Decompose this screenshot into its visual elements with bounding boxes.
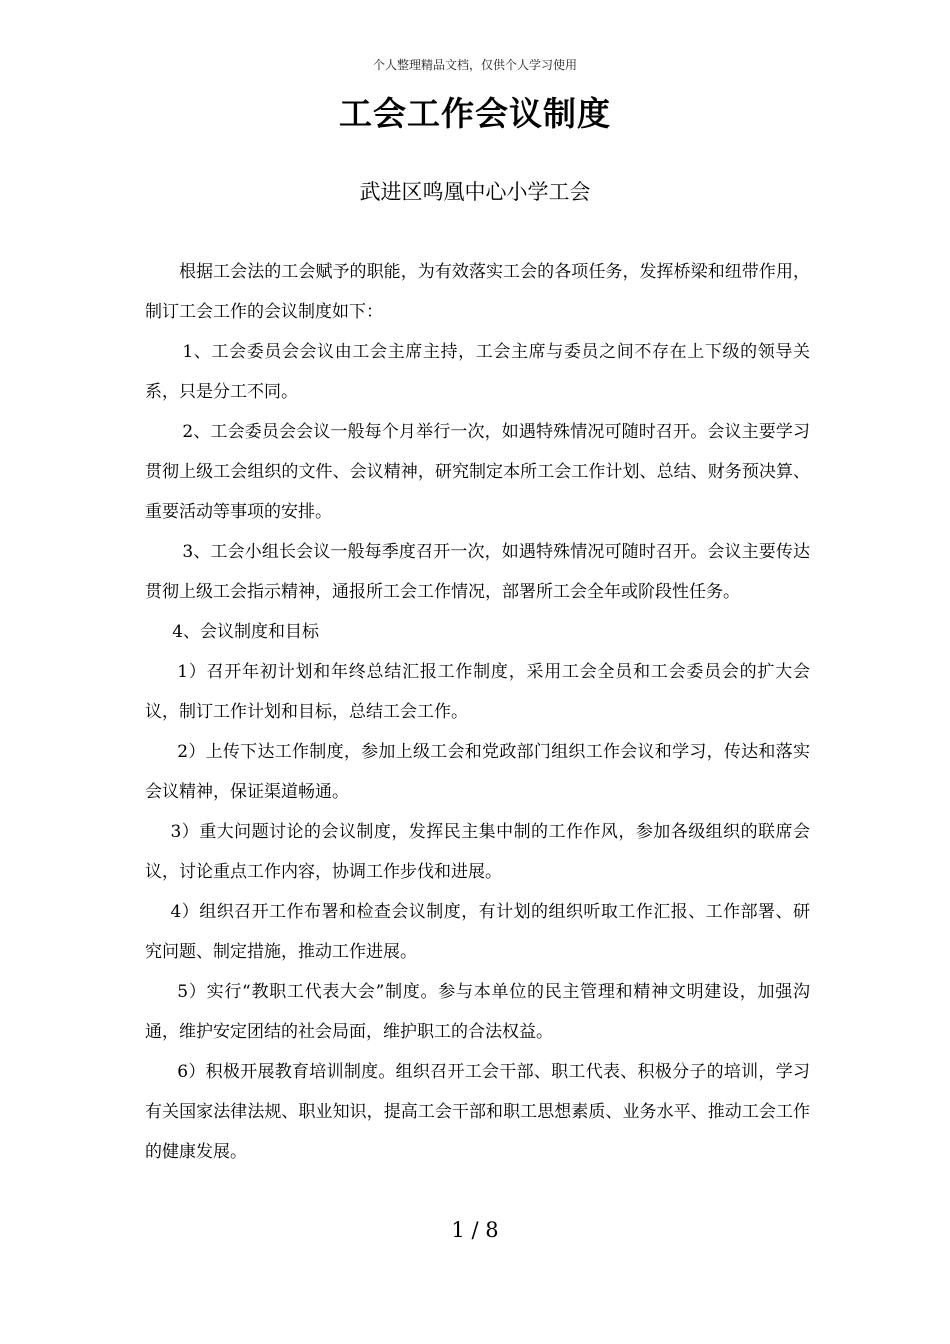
document-subtitle: 武进区鸣凰中心小学工会 <box>359 180 591 204</box>
paragraph-item-4-heading: 4、会议制度和目标 <box>172 622 320 642</box>
paragraph-subitem-6: 6）积极开展教育培训制度。组织召开工会干部、职工代表、积极分子的培训，学习有关国家法律法规、职业知识，提高工会干部和职工思想素质、业务水平、推动工会工作的健康发展。 <box>145 1062 810 1162</box>
header-note: 个人整理精品文档，仅供个人学习使用 <box>372 58 577 72</box>
document-title: 工会工作会议制度 <box>339 94 611 133</box>
page-number: 1 / 8 <box>451 1218 499 1242</box>
paragraph-item-2: 2、工会委员会会议一般每个月举行一次，如遇特殊情况可随时召开。会议主要学习贯彻上级工会组织的文件、会议精神，研究制定本所工会工作计划、总结、财务预决算、重要活动等事项的安排。 <box>145 422 810 522</box>
paragraph-item-1: 1、工会委员会会议由工会主席主持，工会主席与委员之间不存在上下级的领导关系，只是分工不同。 <box>145 342 810 402</box>
paragraph-subitem-1: 1）召开年初计划和年终总结汇报工作制度，采用工会全员和工会委员会的扩大会议，制订工作计划和目标，总结工会工作。 <box>145 662 810 722</box>
paragraph-intro: 根据工会法的工会赋予的职能，为有效落实工会的各项任务，发挥桥梁和纽带作用，制订工会工作的会议制度如下： <box>145 262 810 322</box>
paragraph-subitem-4: 4）组织召开工作布署和检查会议制度，有计划的组织听取工作汇报、工作部署、研究问题、制定措施，推动工作进展。 <box>145 902 810 962</box>
paragraph-item-3: 3、工会小组长会议一般每季度召开一次，如遇特殊情况可随时召开。会议主要传达贯彻上级工会指示精神，通报所工会工作情况，部署所工会全年或阶段性任务。 <box>145 542 810 602</box>
document-body <box>145 252 810 1172</box>
paragraph-subitem-5: 5）实行“教职工代表大会”制度。参与本单位的民主管理和精神文明建设，加强沟通，维护安定团结的社会局面，维护职工的合法权益。 <box>145 982 810 1042</box>
paragraph-subitem-3: 3）重大问题讨论的会议制度，发挥民主集中制的工作作风，参加各级组织的联席会议，讨论重点工作内容，协调工作步伐和进展。 <box>145 822 810 882</box>
paragraph-subitem-2: 2）上传下达工作制度，参加上级工会和党政部门组织工作会议和学习，传达和落实会议精神，保证渠道畅通。 <box>145 742 810 802</box>
